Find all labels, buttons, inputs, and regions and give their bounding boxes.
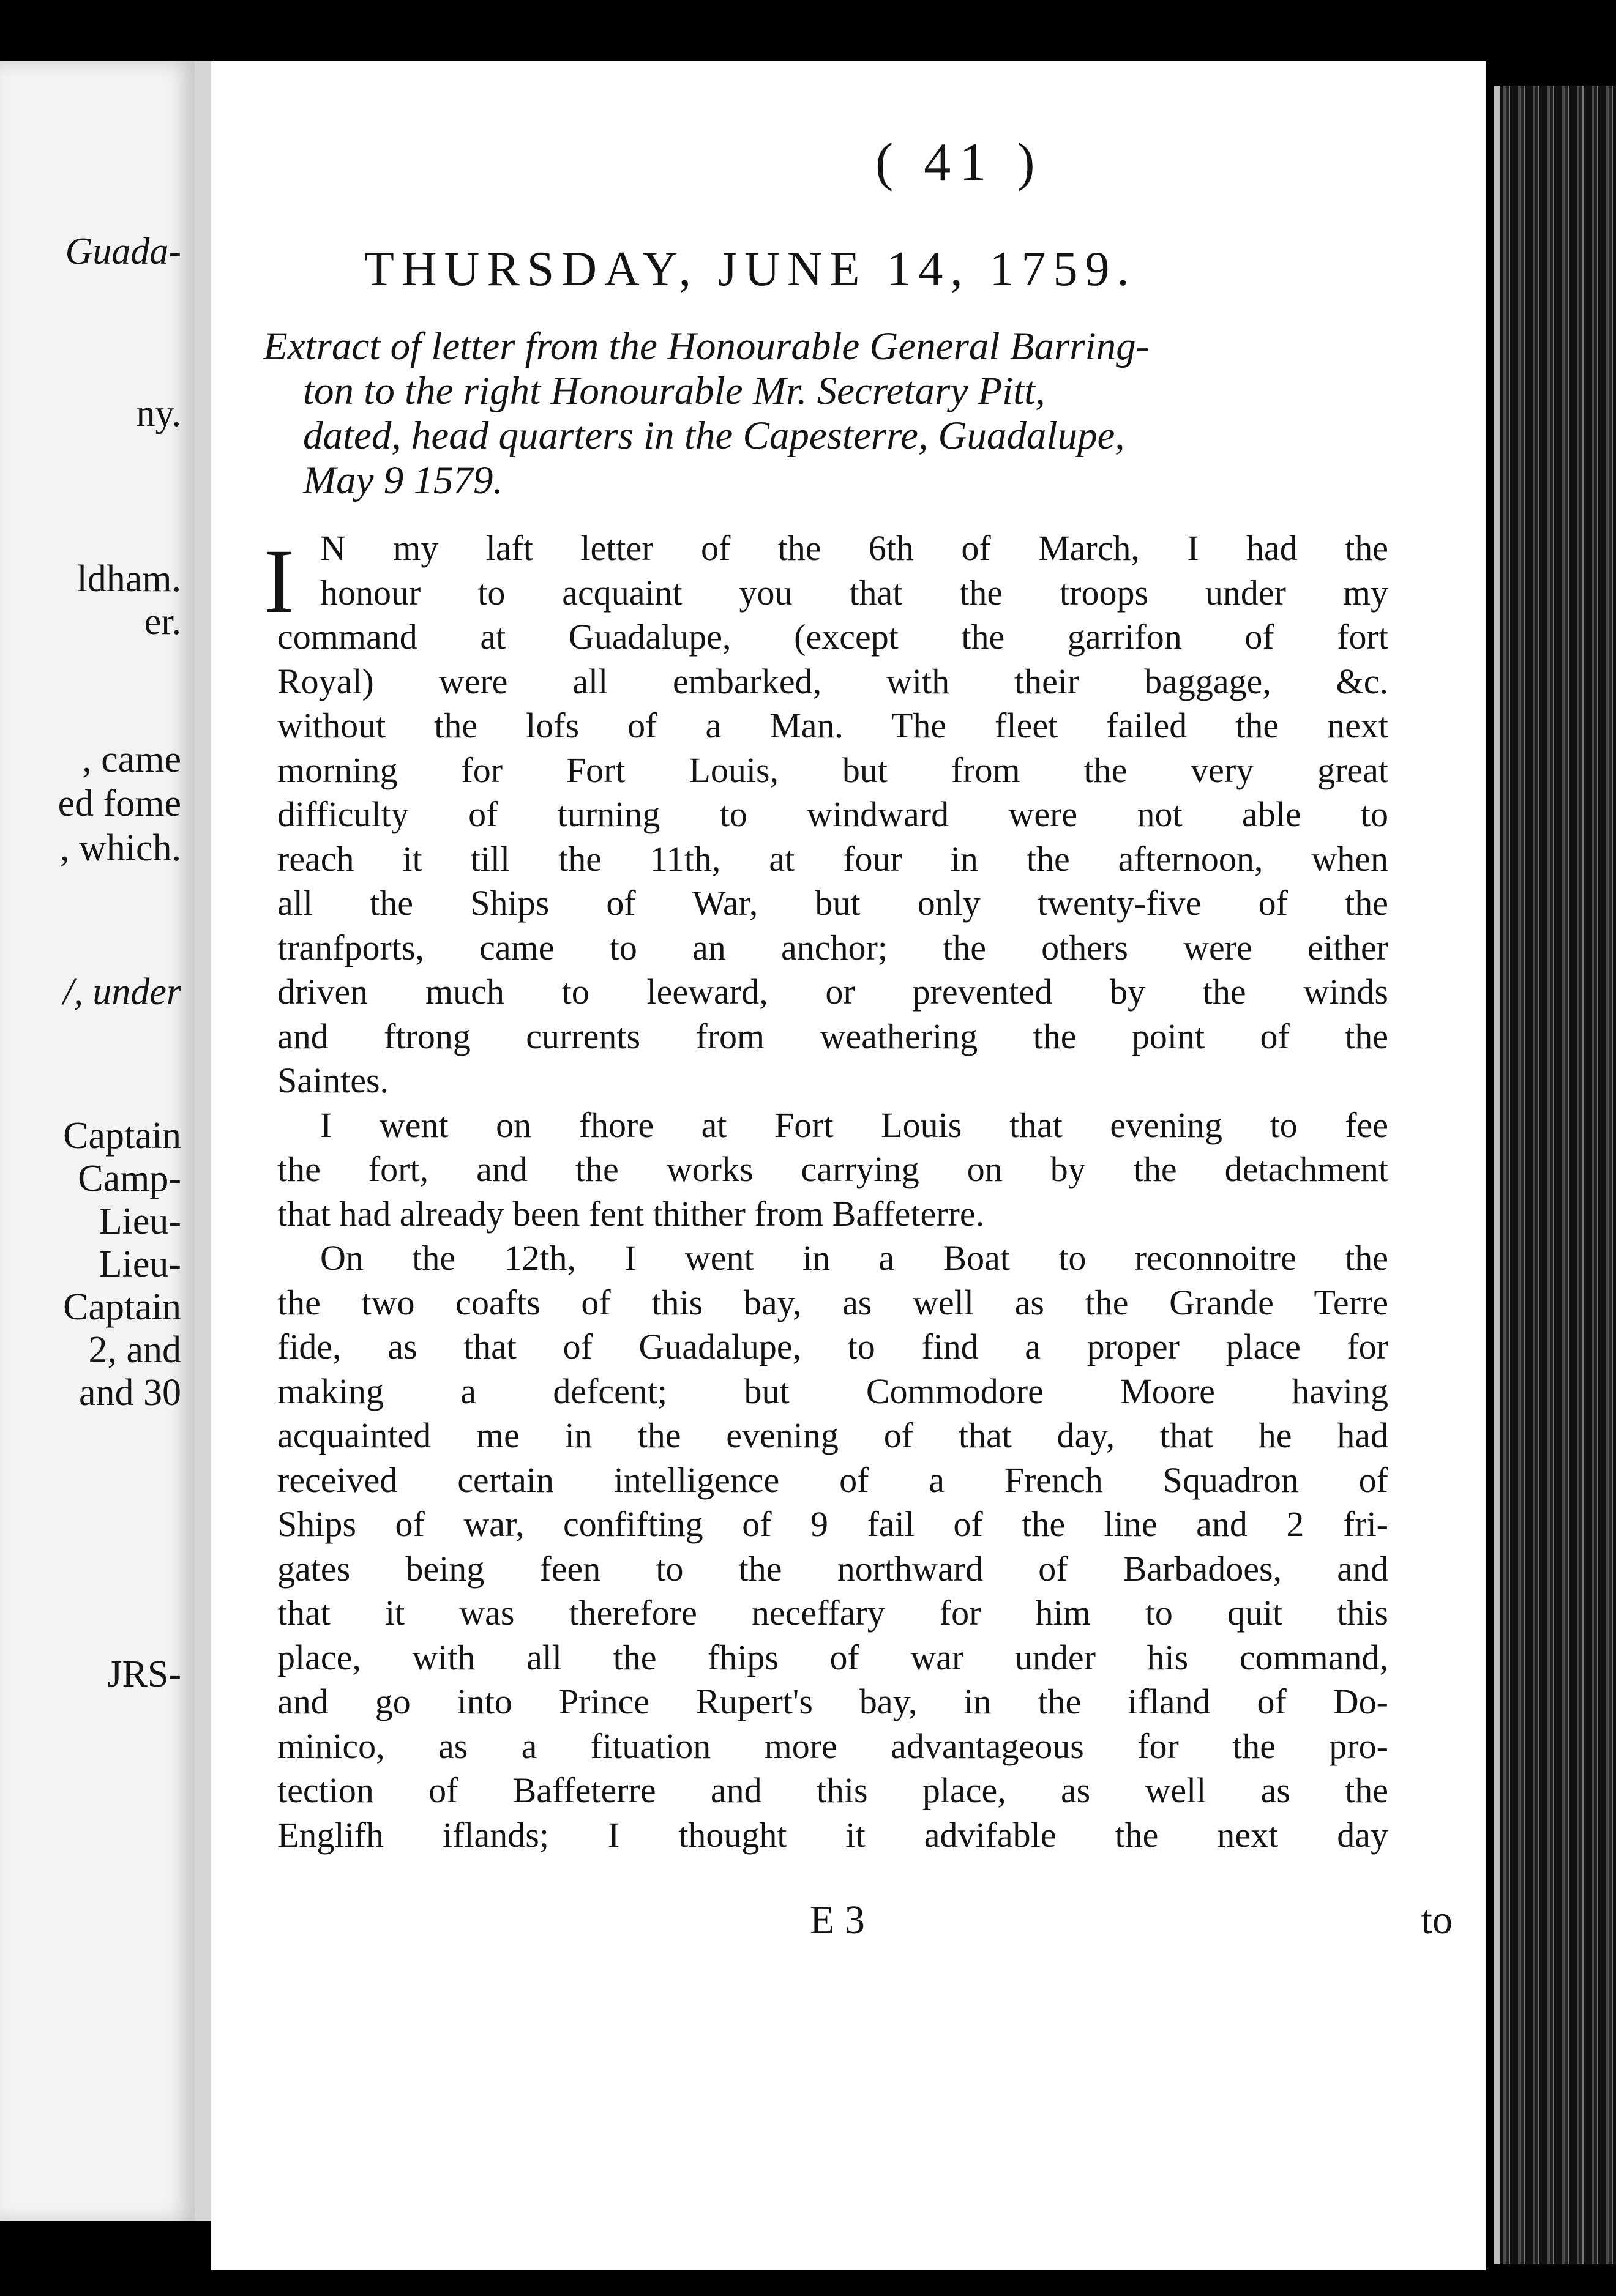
body-line: Englifh iflands; I thought it advifable the next day bbox=[277, 1814, 1388, 1855]
body-line: all the Ships of War, but only twenty-five of the bbox=[277, 883, 1388, 923]
date-heading: THURSDAY, JUNE 14, 1759. bbox=[364, 242, 1137, 296]
body-line: and ftrong currents from weathering the point of the bbox=[277, 1016, 1388, 1056]
left-page-fragment bbox=[0, 61, 211, 2221]
body-line: Saintes. bbox=[277, 1060, 389, 1100]
body-line: On the 12th, I went in a Boat to reconnoitre the bbox=[320, 1238, 1388, 1278]
left-page-line: , came bbox=[82, 739, 181, 780]
body-line: acquainted me in the evening of that day, that he had bbox=[277, 1415, 1388, 1455]
body-line: the fort, and the works carrying on by the detachment bbox=[277, 1149, 1388, 1189]
body-line: received certain intelligence of a French Squadron of bbox=[277, 1459, 1388, 1500]
body-line: tection of Baffeterre and this place, as well as the bbox=[277, 1770, 1388, 1810]
body-line: tranfports, came to an anchor; the others were either bbox=[277, 927, 1388, 967]
body-line: driven much to leeward, or prevented by the winds bbox=[277, 972, 1388, 1012]
body-line: honour to acquaint you that the troops under my bbox=[320, 572, 1388, 613]
body-line: the two coafts of this bay, as well as the Grande Terre bbox=[277, 1282, 1388, 1322]
body-line: without the lofs of a Man. The fleet failed the next bbox=[277, 706, 1388, 745]
left-page-line: Lieu- bbox=[99, 1201, 181, 1242]
left-page-line: er. bbox=[144, 601, 181, 643]
signature-mark: E 3 bbox=[810, 1898, 865, 1942]
left-page-line: Camp- bbox=[78, 1158, 181, 1199]
body-line: making a defcent; but Commodore Moore having bbox=[277, 1371, 1388, 1411]
left-page-line: Captain bbox=[63, 1115, 181, 1157]
body-line: place, with all the fhips of war under his command, bbox=[277, 1637, 1388, 1677]
body-line: I went on fhore at Fort Louis that evening to fee bbox=[320, 1105, 1388, 1145]
body-line: N my laft letter of the 6th of March, I had the bbox=[320, 528, 1388, 568]
left-page-line: and 30 bbox=[78, 1372, 181, 1414]
book-page-edges bbox=[1494, 86, 1616, 2264]
caption-line: May 9 1579. bbox=[303, 458, 503, 502]
catchword: to bbox=[1421, 1898, 1453, 1942]
body-line: that had already been fent thither from Baffeterre. bbox=[277, 1193, 985, 1234]
left-page-line: 2, and bbox=[88, 1329, 181, 1371]
left-page-line: Guada- bbox=[65, 231, 181, 272]
caption-line: ton to the right Honourable Mr. Secretary Pitt, bbox=[303, 369, 1046, 413]
body-line: reach it till the 11th, at four in the afternoon, when bbox=[277, 838, 1388, 879]
body-line: minico, as a fituation more advantageous for the pro- bbox=[277, 1726, 1388, 1766]
left-page-line: , which. bbox=[59, 827, 181, 869]
letter-body bbox=[277, 526, 1388, 1857]
page-number: ( 41 ) bbox=[875, 133, 1044, 192]
body-line: Ships of war, confifting of 9 fail of the line and 2 fri- bbox=[277, 1504, 1388, 1544]
body-line: fide, as that of Guadalupe, to find a proper place for bbox=[277, 1327, 1388, 1366]
body-line: difficulty of turning to windward were not able to bbox=[277, 794, 1388, 834]
left-page-line: ldham. bbox=[77, 558, 181, 600]
left-page-line: ed fome bbox=[58, 783, 181, 824]
left-page-line: JRS- bbox=[107, 1653, 181, 1695]
left-page-line: /, under bbox=[63, 971, 181, 1013]
caption-line: dated, head quarters in the Capesterre, Guadalupe, bbox=[303, 414, 1125, 458]
letter-caption bbox=[263, 324, 1402, 503]
left-page-line: ny. bbox=[136, 393, 181, 434]
body-line: Royal) were all embarked, with their baggage, &c. bbox=[277, 661, 1388, 701]
caption-line: Extract of letter from the Honourable General Barring- bbox=[263, 324, 1150, 368]
body-line: gates being feen to the northward of Barbadoes, and bbox=[277, 1548, 1388, 1589]
right-page bbox=[211, 61, 1486, 2270]
left-page-line: Lieu- bbox=[99, 1243, 181, 1285]
body-line: and go into Prince Rupert's bay, in the ifland of Do- bbox=[277, 1682, 1388, 1721]
body-line: that it was therefore neceffary for him to quit this bbox=[277, 1593, 1388, 1633]
body-line: morning for Fort Louis, but from the very great bbox=[277, 750, 1388, 790]
body-line: command at Guadalupe, (except the garrifon of fort bbox=[277, 617, 1388, 657]
drop-cap: I bbox=[264, 531, 294, 632]
left-page-line: Captain bbox=[63, 1286, 181, 1328]
